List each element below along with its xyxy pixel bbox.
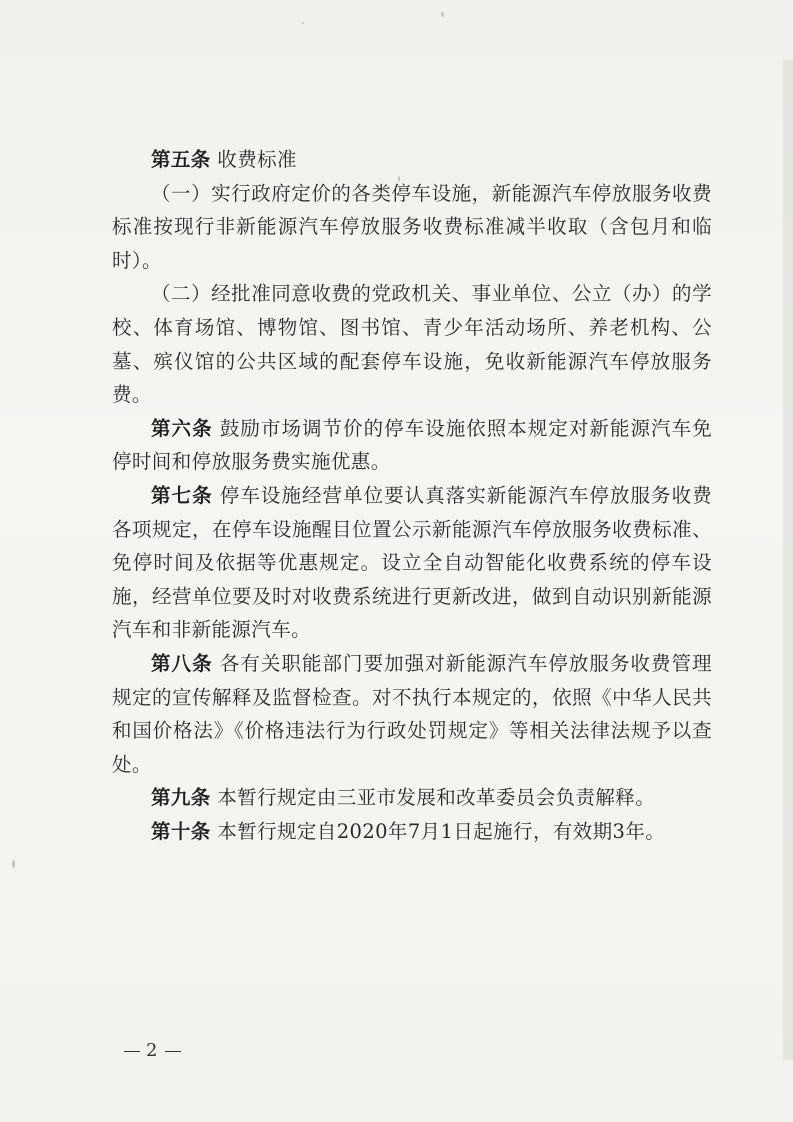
article-text: 各有关职能部门要加强对新能源汽车停放服务收费管理规定的宣传解释及监督检查。对不执行本规定的，依照《中华人民共和国价格法》《价格违法行为行政处罚规定》等相关法律法规予以查处。 — [112, 651, 713, 776]
article-number: 第七条 — [151, 483, 213, 507]
clause-5-1 — [112, 177, 712, 278]
scan-edge-shadow — [783, 60, 793, 1060]
document-body — [112, 143, 712, 848]
footer-dash-left — [124, 1051, 140, 1052]
scan-speck — [441, 12, 444, 17]
footer-dash-right — [165, 1051, 181, 1052]
article-text: 停车设施经营单位要认真落实新能源汽车停放服务收费各项规定，在停车设施醒目位置公示新能源汽车停放服务收费标准、免停时间及依据等优惠规定。设立全自动智能化收费系统的停车设施，经营单位要及时对收费系统进行更新改进，做到自动识别新能源汽车和非新能源汽车。 — [112, 483, 713, 642]
article-8 — [112, 647, 712, 781]
page-footer — [118, 1040, 187, 1061]
article-number: 第六条 — [151, 416, 213, 440]
scan-speck — [302, 22, 304, 24]
article-number: 第八条 — [151, 651, 213, 675]
article-text: 收费标准 — [210, 148, 297, 171]
article-5-heading — [112, 143, 712, 177]
scan-speck — [12, 860, 15, 868]
clause-text: （一）实行政府定价的各类停车设施，新能源汽车停放服务收费标准按现行非新能源汽车停放服务收费标准减半收取（含包月和临时）。 — [112, 181, 712, 272]
page-number: 2 — [146, 1040, 160, 1061]
clause-5-2 — [112, 277, 712, 411]
article-number: 第十条 — [151, 819, 211, 843]
article-text: 鼓励市场调节价的停车设施依照本规定对新能源汽车免停时间和停放服务费实施优惠。 — [112, 416, 713, 474]
article-9 — [112, 781, 712, 815]
article-number: 第九条 — [151, 786, 211, 810]
article-7 — [112, 479, 712, 647]
article-text: 本暂行规定由三亚市发展和改革委员会负责解释。 — [210, 786, 656, 810]
clause-text: （二）经批准同意收费的党政机关、事业单位、公立（办）的学校、体育场馆、博物馆、图书馆、青少年活动场所、养老机构、公墓、殡仪馆的公共区域的配套停车设施，免收新能源汽车停放服务费。 — [112, 282, 712, 407]
article-10 — [112, 815, 712, 849]
article-text: 本暂行规定自2020年7月1日起施行，有效期3年。 — [210, 819, 666, 843]
article-number: 第五条 — [151, 148, 211, 171]
article-6 — [112, 412, 712, 479]
